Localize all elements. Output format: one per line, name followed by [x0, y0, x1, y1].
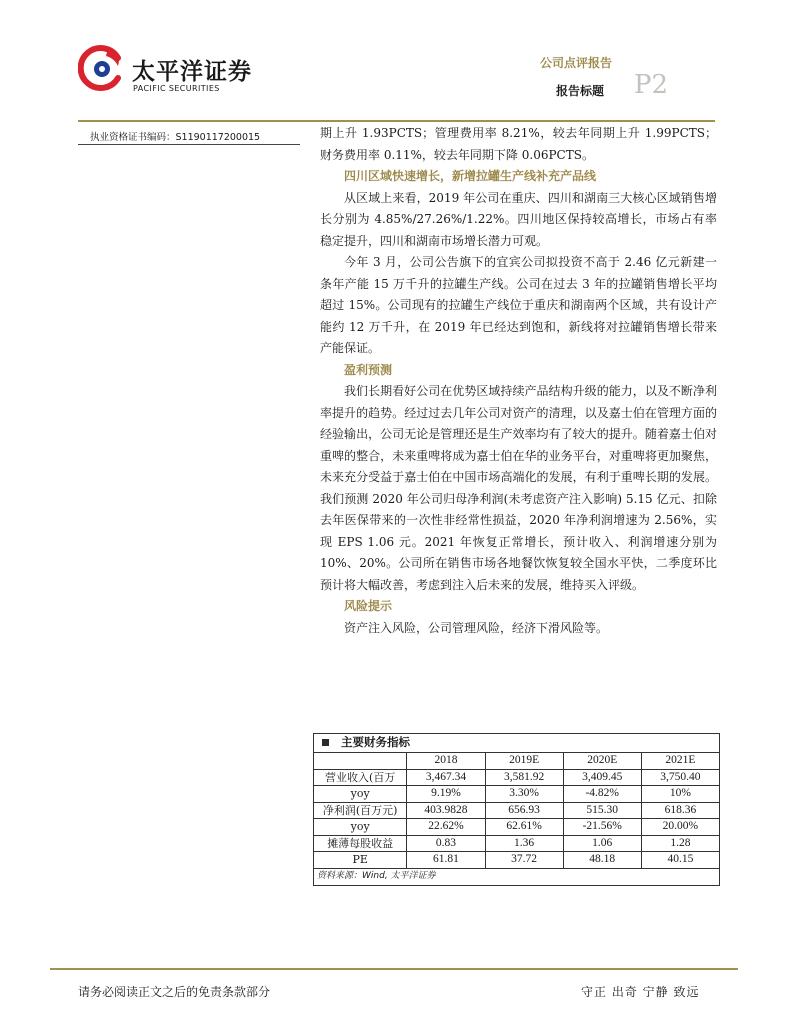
table-cell: 1.36: [485, 835, 563, 852]
table-header-cell: 2020E: [563, 753, 641, 770]
table-cell: 0.83: [407, 835, 485, 852]
paragraph-expense-ratios: 期上升 1.93PCTS；管理费用率 8.21%，较去年同期上升 1.99PCTS；财务费用率 0.11%，较去年同期下降 0.06PCTS。: [320, 126, 717, 162]
row-label: yoy: [314, 819, 407, 836]
table-cell: 61.81: [407, 852, 485, 869]
table-cell: 20.00%: [641, 819, 719, 836]
table-cell: 3,467.34: [407, 769, 485, 786]
report-body: [320, 123, 717, 639]
row-label: PE: [314, 852, 407, 869]
table-title-cell: [314, 734, 720, 753]
table-header-row: [314, 753, 720, 770]
table-cell: 40.15: [641, 852, 719, 869]
table-cell: 618.36: [641, 802, 719, 819]
footer-divider: [50, 968, 738, 970]
table-cell: -21.56%: [563, 819, 641, 836]
table-cell: 3,581.92: [485, 769, 563, 786]
table-title: 主要财务指标: [341, 734, 410, 749]
table-cell: -4.82%: [563, 786, 641, 803]
table-row: [314, 819, 720, 836]
sidebar-divider: [78, 144, 300, 145]
footer-motto: 守正 出奇 宁静 致远: [581, 985, 700, 999]
row-label: 净利润(百万元): [314, 802, 407, 819]
table-header-cell: 2018: [407, 753, 485, 770]
table-cell: 37.72: [485, 852, 563, 869]
report-title: 报告标题: [556, 84, 605, 98]
table-cell: 9.19%: [407, 786, 485, 803]
row-label: 摊薄每股收益: [314, 835, 407, 852]
footer-disclaimer: 请务必阅读正文之后的免责条款部分: [78, 985, 271, 999]
table-cell: 1.06: [563, 835, 641, 852]
table-cell: 3,750.40: [641, 769, 719, 786]
table-row: [314, 769, 720, 786]
section-heading-forecast: 盈利预测: [344, 362, 393, 377]
table-row: [314, 852, 720, 869]
paragraph-risk: 资产注入风险，公司管理风险，经济下滑风险等。: [344, 620, 609, 635]
brand-name-en: PACIFIC SECURITIES: [133, 84, 220, 93]
table-row: [314, 786, 720, 803]
pacific-securities-logo: [78, 44, 126, 92]
table-header-cell: 2021E: [641, 753, 719, 770]
table-row: [314, 802, 720, 819]
financial-indicators-table: [313, 733, 720, 886]
table-cell: 22.62%: [407, 819, 485, 836]
report-type: 公司点评报告: [540, 56, 613, 70]
brand-name-cn: 太平洋证券: [132, 59, 252, 85]
table-header-cell: 2019E: [485, 753, 563, 770]
table-cell: 515.30: [563, 802, 641, 819]
table-cell: 3.30%: [485, 786, 563, 803]
section-heading-risk: 风险提示: [344, 599, 393, 613]
table-cell: 1.28: [641, 835, 719, 852]
table-cell: 48.18: [563, 852, 641, 869]
paragraph-can-line: 今年 3 月，公司公告旗下的宜宾公司拟投资不高于 2.46 亿元新建一条年产能 15 万千升的拉罐生产线。公司在过去 3 年的拉罐销售增长平均超过 15%。公司现有的拉罐生产线位于重庆和湖南两个区域，共有设计产能约 12 万千升，在 2019 年已经达到饱和，新线将对拉罐销售增长带来产能保证。: [320, 255, 717, 355]
table-row: [314, 835, 720, 852]
paragraph-regional: 从区域上来看，2019 年公司在重庆、四川和湖南三大核心区域销售增长分别为 4.85%/27.26%/1.22%。四川地区保持较高增长，市场占有率稳定提升，四川和湖南市场增长潜力可观。: [320, 190, 717, 248]
table-cell: 62.61%: [485, 819, 563, 836]
section-heading-sichuan: 四川区域快速增长，新增拉罐生产线补充产品线: [344, 169, 597, 183]
page-number: P2: [634, 70, 669, 100]
row-label: yoy: [314, 786, 407, 803]
table-source-note: 资料来源：Wind, 太平洋证券: [314, 868, 720, 885]
certificate-number: 执业资格证书编码：S1190117200015: [90, 132, 261, 143]
paragraph-forecast: 我们长期看好公司在优势区域持续产品结构升级的能力，以及不断净利率提升的趋势。经过过去几年公司对资产的清理，以及嘉士伯在管理方面的经验输出，公司无论是管理还是生产效率均有了较大的提升。随着嘉士伯对重啤的整合，未来重啤将成为嘉士伯在华的业务平台，对重啤将更加聚焦，未来充分受益于嘉士伯在中国市场高端化的发展，有利于重啤长期的发展。我们预测 2020 年公司归母净利润(未考虑资产注入影响) 5.15 亿元、扣除去年医保带来的一次性非经常性损益，2020 年净利润增速为 2.56%，实现 EPS 1.06 元。2021 年恢复正常增长，预计收入、利润增速分别为 10%、20%。公司所在销售市场各地餐饮恢复较全国水平快，二季度环比预计将大幅改善，考虑到注入后未来的发展，维持买入评级。: [320, 384, 717, 592]
table-header-blank: [314, 753, 407, 770]
header-divider: [78, 120, 715, 122]
table-cell: 3,409.45: [563, 769, 641, 786]
square-bullet-icon: [322, 739, 329, 746]
row-label: 营业收入(百万: [314, 769, 407, 786]
table-cell: 403.9828: [407, 802, 485, 819]
table-cell: 656.93: [485, 802, 563, 819]
table-cell: 10%: [641, 786, 719, 803]
